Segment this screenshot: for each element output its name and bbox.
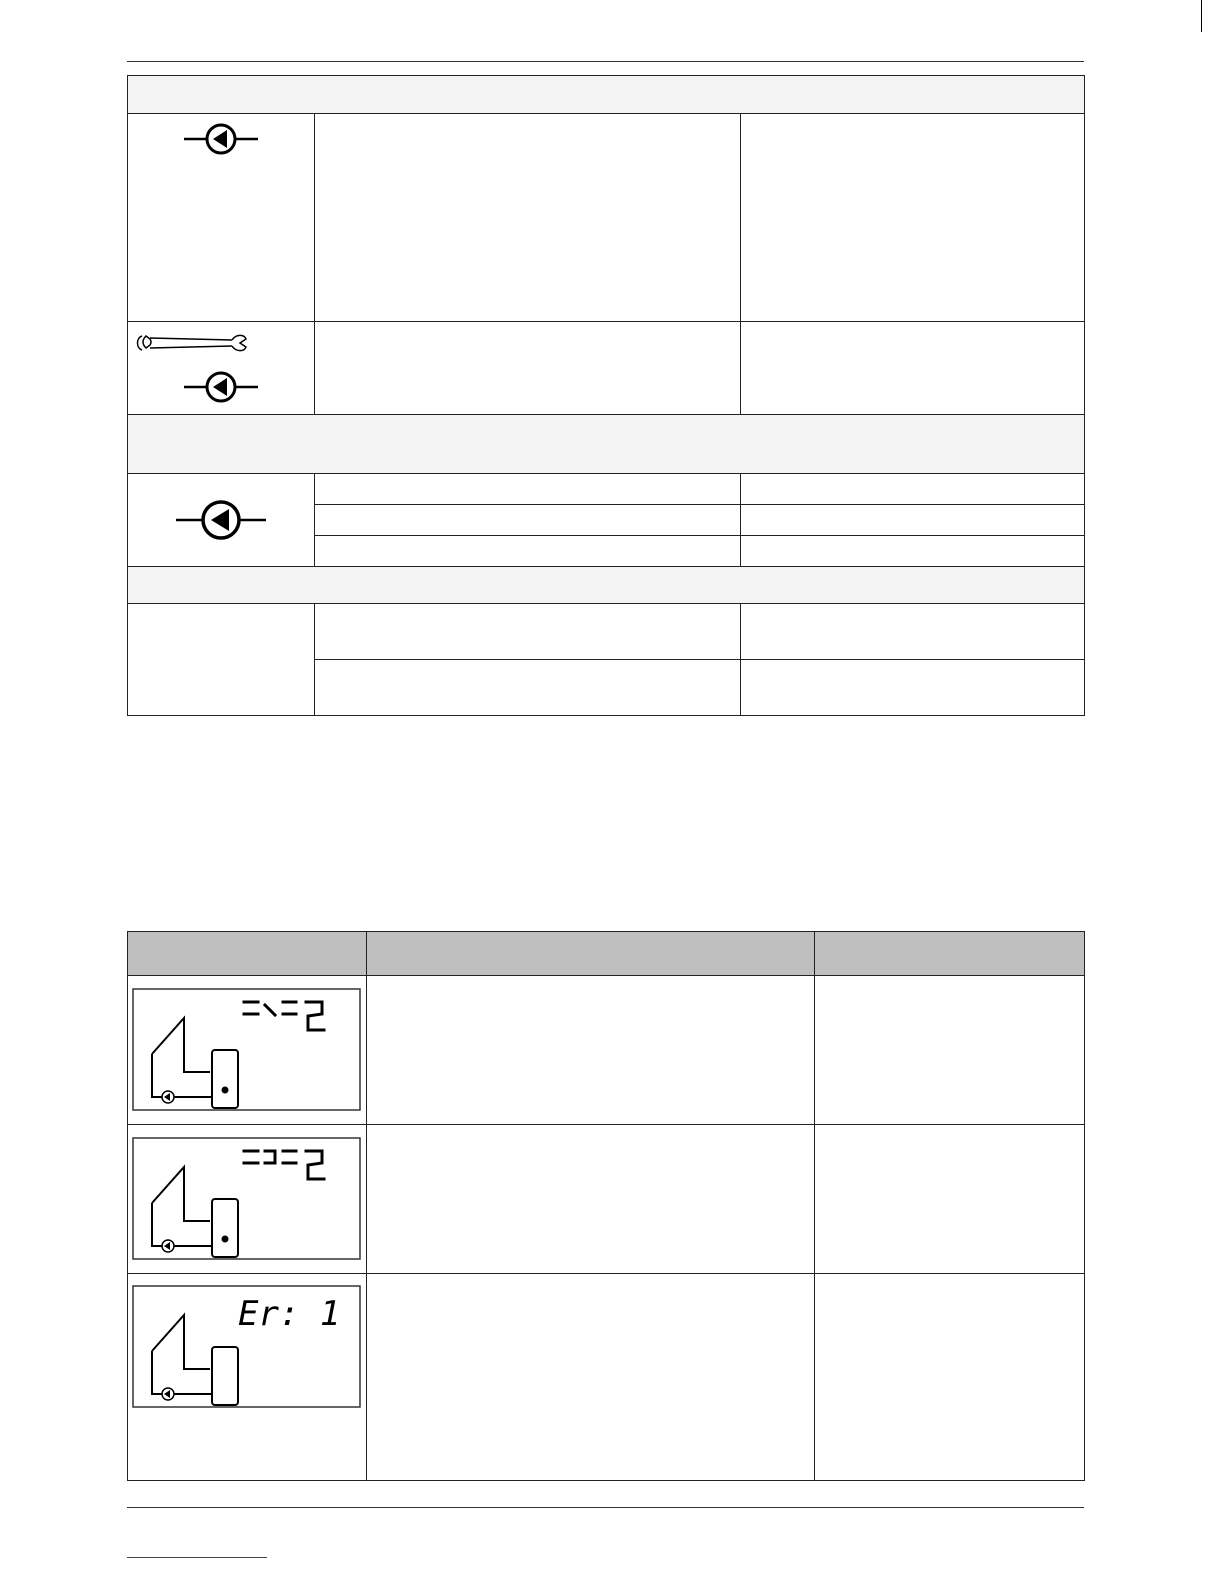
lcd-display <box>132 1137 361 1260</box>
symbol-cell <box>128 474 315 567</box>
description-cell <box>367 976 815 1125</box>
remedy-cell <box>815 1125 1085 1274</box>
value-cell <box>741 536 1085 567</box>
option-cell <box>315 474 741 505</box>
footer-rule <box>127 1507 1084 1508</box>
lcd-display <box>132 1285 361 1408</box>
section-header <box>128 567 1085 604</box>
description-cell <box>315 114 741 322</box>
sensor-dot <box>222 1087 229 1094</box>
note-cell <box>741 114 1085 322</box>
display-cell <box>128 976 367 1125</box>
display-cell <box>128 1274 367 1481</box>
footer-link-underline[interactable] <box>127 1557 267 1558</box>
description-cell <box>367 1125 815 1274</box>
display-cell <box>128 1125 367 1274</box>
symbol-cell <box>128 604 315 716</box>
pump-icon <box>162 1240 174 1252</box>
column-header-display <box>128 932 367 976</box>
pump-icon <box>162 1091 174 1103</box>
lcd-display <box>132 988 361 1111</box>
pump-icon <box>128 114 313 174</box>
remedy-cell <box>815 976 1085 1125</box>
symbol-table <box>127 75 1085 716</box>
remedy-cell <box>815 1274 1085 1481</box>
header-rule <box>127 61 1084 62</box>
wrench-pump-icon <box>128 322 313 412</box>
description-cell <box>367 1274 815 1481</box>
option-cell <box>315 505 741 536</box>
section-header <box>128 76 1085 114</box>
pump-icon <box>128 490 313 550</box>
section-header <box>128 415 1085 474</box>
symbol-cell <box>128 114 315 322</box>
symbol-cell <box>128 322 315 415</box>
option-cell <box>315 604 741 660</box>
description-cell <box>315 322 741 415</box>
option-cell <box>315 536 741 567</box>
page-edge-marker <box>1201 0 1202 32</box>
display-table <box>127 931 1085 1481</box>
value-cell <box>741 474 1085 505</box>
option-cell <box>315 660 741 716</box>
value-cell <box>741 660 1085 716</box>
pump-icon <box>162 1388 174 1400</box>
sensor-dot <box>222 1236 229 1243</box>
column-header-description <box>367 932 815 976</box>
error-code: Er: 1 <box>238 1294 341 1334</box>
column-header-remedy <box>815 932 1085 976</box>
value-cell <box>741 604 1085 660</box>
value-cell <box>741 505 1085 536</box>
note-cell <box>741 322 1085 415</box>
